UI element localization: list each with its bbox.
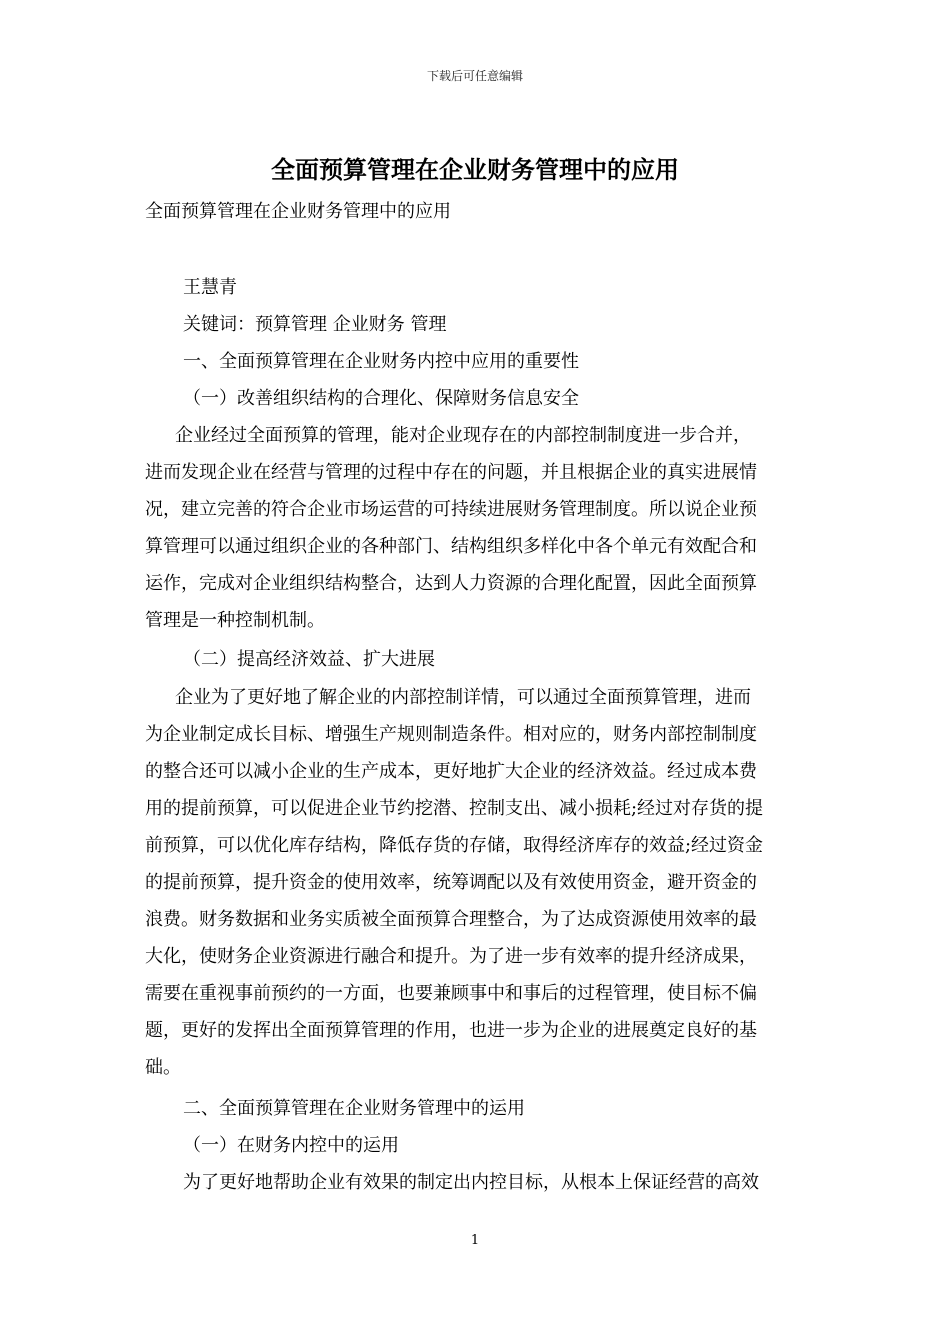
paragraph-2-line: 的整合还可以减小企业的生产成本，更好地扩大企业的经济效益。经过成本费 <box>145 761 757 782</box>
paragraph-1-line: 况，建立完善的符合企业市场运营的可持续进展财务管理制度。所以说企业预 <box>145 499 757 520</box>
section-2-heading: 二、全面预算管理在企业财务管理中的运用 <box>183 1098 525 1119</box>
paragraph-1-line: 算管理可以通过组织企业的各种部门、结构组织多样化中各个单元有效配合和 <box>145 536 757 557</box>
paragraph-2-line: 浪费。财务数据和业务实质被全面预算合理整合，为了达成资源使用效率的最 <box>145 909 757 930</box>
paragraph-2-line: 题，更好的发挥出全面预算管理的作用，也进一步为企业的进展奠定良好的基 <box>145 1020 757 1041</box>
subsection-3-heading: （一）在财务内控中的运用 <box>183 1135 399 1156</box>
subsection-2-heading: （二）提高经济效益、扩大进展 <box>183 649 435 670</box>
document-title: 全面预算管理在企业财务管理中的应用 <box>271 156 679 184</box>
section-1-heading: 一、全面预算管理在企业财务内控中应用的重要性 <box>183 351 579 372</box>
subsection-1-heading: （一）改善组织结构的合理化、保障财务信息安全 <box>183 388 579 409</box>
paragraph-2-line: 大化，使财务企业资源进行融合和提升。为了进一步有效率的提升经济成果， <box>145 946 757 967</box>
paragraph-2-line: 础。 <box>145 1057 181 1078</box>
author-name: 王慧青 <box>183 277 237 298</box>
page-header: 下载后可任意编辑 <box>426 69 523 83</box>
paragraph-1-line: 进而发现企业在经营与管理的过程中存在的问题，并且根据企业的真实进展情 <box>145 462 757 483</box>
paragraph-2-line: 用的提前预算，可以促进企业节约挖潜、控制支出、减小损耗;经过对存货的提 <box>145 798 764 819</box>
paragraph-1-line: 管理是一种控制机制。 <box>145 610 325 631</box>
paragraph-2-line: 为企业制定成长目标、增强生产规则制造条件。相对应的，财务内部控制制度 <box>145 724 757 745</box>
page-number: 1 <box>470 1233 480 1248</box>
document-subtitle: 全面预算管理在企业财务管理中的应用 <box>145 201 451 222</box>
paragraph-2-line: 企业为了更好地了解企业的内部控制详情，可以通过全面预算管理，进而 <box>175 687 751 708</box>
paragraph-2-line: 前预算，可以优化库存结构，降低存货的存储，取得经济库存的效益;经过资金 <box>145 835 764 856</box>
paragraph-2-line: 的提前预算，提升资金的使用效率，统筹调配以及有效使用资金，避开资金的 <box>145 872 757 893</box>
paragraph-1-line: 企业经过全面预算的管理，能对企业现存在的内部控制制度进一步合并， <box>175 425 751 446</box>
paragraph-1-line: 运作，完成对企业组织结构整合，达到人力资源的合理化配置，因此全面预算 <box>145 573 757 594</box>
paragraph-3-line: 为了更好地帮助企业有效果的制定出内控目标，从根本上保证经营的高效 <box>183 1172 759 1193</box>
paragraph-2-line: 需要在重视事前预约的一方面，也要兼顾事中和事后的过程管理，使目标不偏 <box>145 983 757 1004</box>
keywords-line: 关键词：预算管理 企业财务 管理 <box>183 314 447 335</box>
